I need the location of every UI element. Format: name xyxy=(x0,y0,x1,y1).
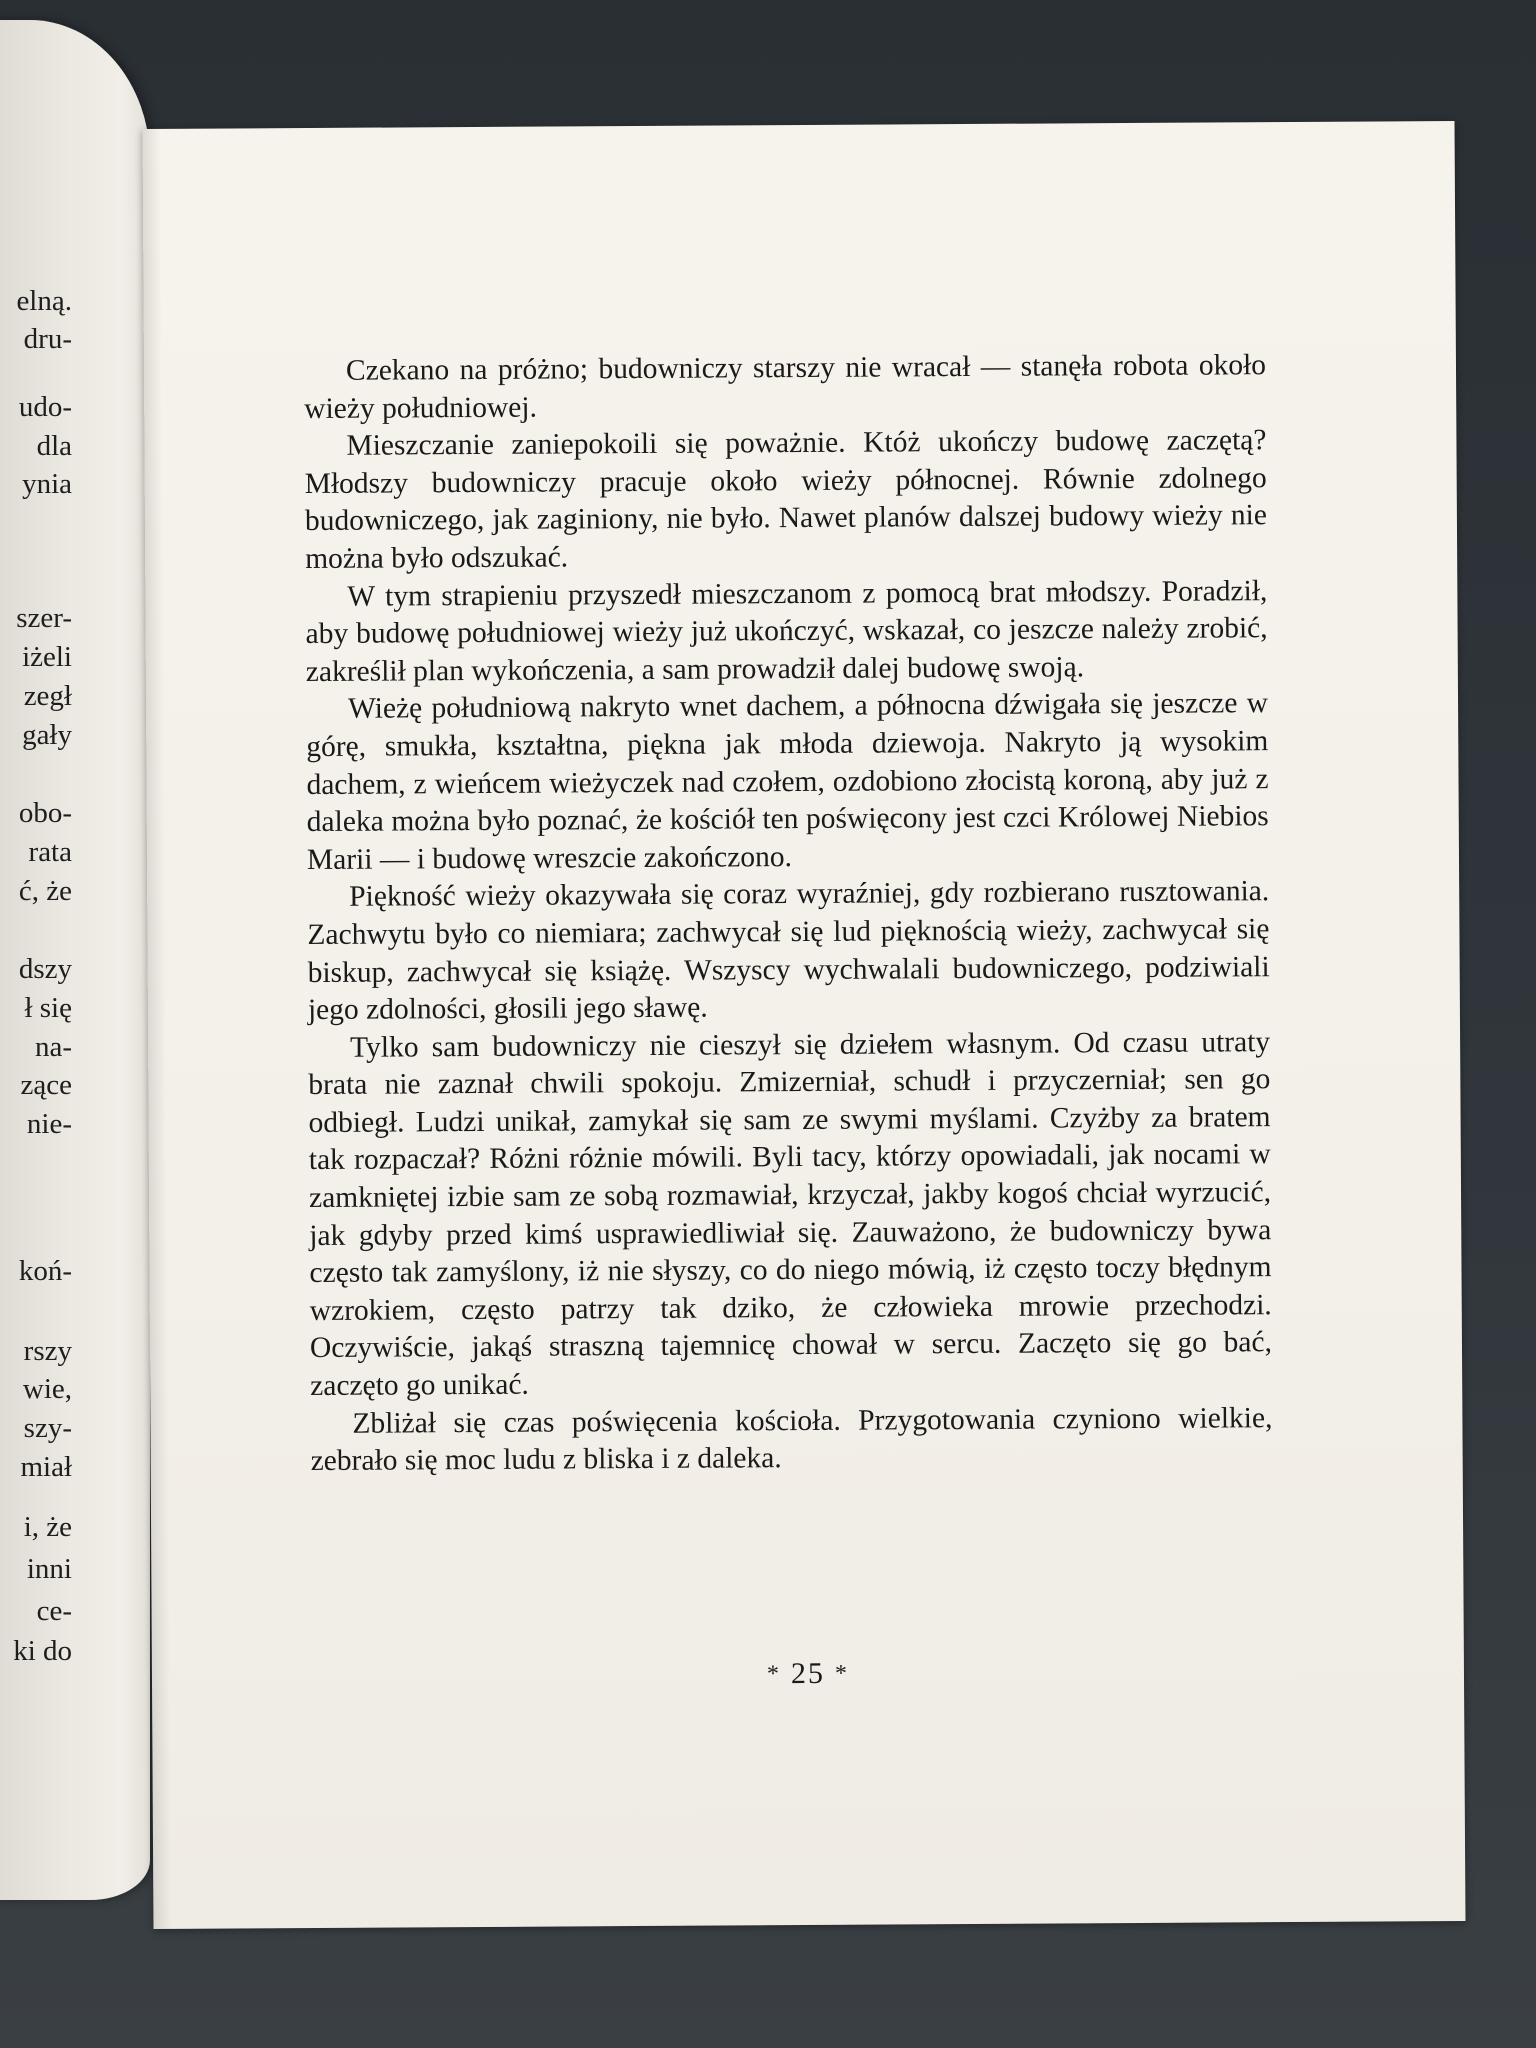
book-page xyxy=(143,121,1466,1929)
left-page-line: ynia xyxy=(22,468,72,500)
left-page-line: miał xyxy=(20,1451,72,1483)
paragraph: Wieżę południową nakryto wnet dachem, a północna dźwigała się jeszcze w górę, smukła, kształtna, piękna jak młoda dziewoja. Nakryto ją wysokim dachem, z wieńcem wieżyczek nad czołem, ozdobiono złocistą koroną, aby już z daleka można było poznać, że kościół ten poświęcony jest czci Królowej Niebios Marii — i budowę wreszcie zakończono. xyxy=(306,687,1269,876)
left-facing-page xyxy=(0,20,150,1900)
left-page-line: ł się xyxy=(24,992,72,1024)
left-page-line: gały xyxy=(22,719,72,751)
left-page-line: rszy xyxy=(23,1335,72,1367)
left-page-line: ki do xyxy=(13,1635,72,1667)
asterisk-ornament: * xyxy=(834,1660,850,1687)
left-page-line: szer- xyxy=(16,602,72,634)
paragraph: W tym strapieniu przyszedł mieszczanom z pomocą brat młodszy. Poradził, aby budowę południowej wieży już ukończyć, wskazał, co jeszcze należy zrobić, zakreślił plan wykończenia, a sam prowadził dalej budowę swoją. xyxy=(305,574,1268,688)
page-number: 25 xyxy=(790,1656,826,1691)
left-page-line: szy- xyxy=(23,1412,72,1444)
left-page-line: zące xyxy=(20,1069,72,1101)
paragraph: Mieszczanie zaniepokoili się poważnie. Któż ukończy budowę zaczętą? Młodszy budowniczy pracuje około wieży północnej. Równie zdolnego budowniczego, jak zaginiony, nie było. Nawet planów dalszej budowy wieży nie można było odszukać. xyxy=(304,424,1267,576)
left-page-line: udo- xyxy=(18,391,72,423)
left-page-line: zegł xyxy=(23,680,72,712)
paragraph: Zbliżał się czas poświęcenia kościoła. Przygotowania czyniono wielkie, zebrało się moc ludu z bliska i z daleka. xyxy=(310,1401,1273,1478)
left-page-line: i, że xyxy=(23,1511,72,1543)
left-page-line: inni xyxy=(26,1553,72,1585)
left-page-line: koń- xyxy=(18,1255,72,1287)
left-page-line: dla xyxy=(36,430,72,462)
left-page-line: na- xyxy=(34,1031,72,1063)
left-page-line: dru- xyxy=(23,323,72,355)
left-page-line: ce- xyxy=(36,1595,72,1627)
left-page-line: wie, xyxy=(22,1373,72,1405)
page-footer xyxy=(152,1653,1464,1695)
left-page-line: rata xyxy=(28,836,72,868)
left-page-line: obo- xyxy=(18,797,72,829)
left-page-line: elną. xyxy=(16,285,72,317)
paragraph: Czekano na próżno; budowniczy starszy nie wracał — stanęła robota około wieży południowej. xyxy=(304,349,1267,425)
asterisk-ornament: * xyxy=(766,1661,782,1688)
left-page-line: ć, że xyxy=(18,875,72,907)
page-body-text xyxy=(304,347,1273,1481)
paragraph: Tylko sam budowniczy nie cieszył się dziełem własnym. Od czasu utraty brata nie zaznał chwili spokoju. Zmizerniał, schudł i przyczerniał; sen go odbiegł. Ludzi unikał, zamykał się sam ze swymi myślami. Czyżby za bratem tak rozpaczał? Różni różnie mówili. Byli tacy, którzy opowiadali, jak nocami w zamkniętej izbie sam ze sobą rozmawiał, krzyczał, jakby kogoś chciał wyrzucić, jak gdyby przed kimś usprawiedliwiał się. Zauważono, że budowniczy bywa często tak zamyślony, iż nie słyszy, co do niego mówią, iż często toczy błędnym wzrokiem, często patrzy tak dziko, że człowieka mrowie przechodzi. Oczywiście, jakąś straszną tajemnicę chował w sercu. Zaczęto się go bać, zaczęto go unikać. xyxy=(308,1025,1273,1403)
left-page-line: iżeli xyxy=(22,641,72,673)
paragraph: Piękność wieży okazywała się coraz wyraźniej, gdy rozbierano rusztowania. Zachwytu było co niemiara; zachwycał się lud pięknością wieży, zachwycał się biskup, zachwycał się książę. Wszyscy wychwalali budowniczego, podziwiali jego zdolności, głosili jego sławę. xyxy=(307,875,1270,1027)
left-page-line: dszy xyxy=(18,953,72,985)
left-page-line: nie- xyxy=(26,1108,72,1140)
